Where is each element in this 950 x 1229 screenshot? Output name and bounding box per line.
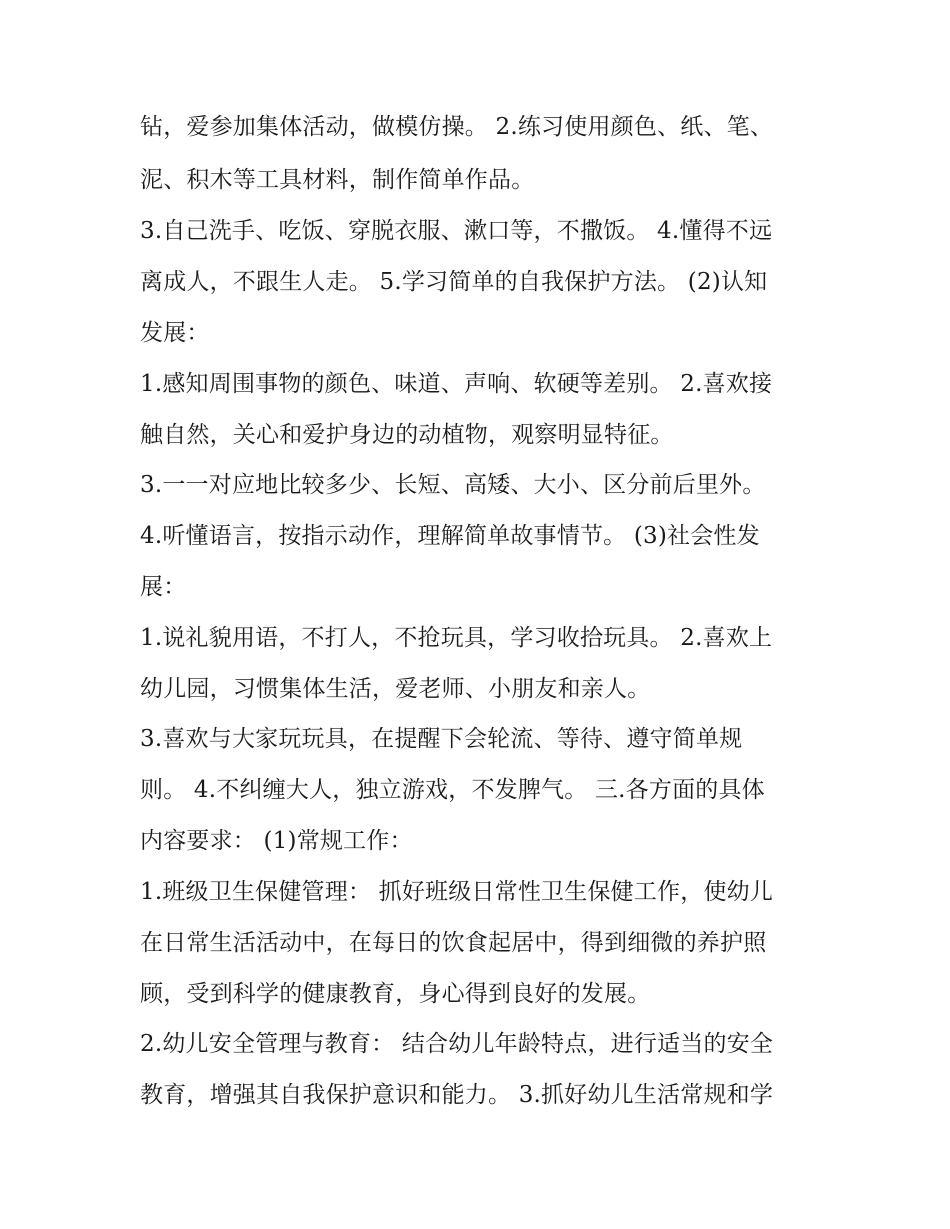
text-line: 3.喜欢与大家玩玩具，在提醒下会轮流、等待、遵守简单规 [140, 726, 743, 752]
text-line: 4.听懂语言，按指示动作，理解简单故事情节。 (3)社会性发 [140, 523, 760, 549]
text-line: 3.自己洗手、吃饭、穿脱衣服、漱口等，不撒饭。 4.懂得不远 [140, 218, 773, 244]
text-line: 1.感知周围事物的颜色、味道、声响、软硬等差别。 2.喜欢接 [140, 371, 773, 397]
text-line: 发展： [140, 320, 210, 346]
text-line: 触自然，关心和爱护身边的动植物，观察明显特征。 [140, 422, 674, 448]
text-line: 则。 4.不纠缠大人，独立游戏，不发脾气。 三.各方面的具体 [140, 777, 765, 803]
text-line: 3.一一对应地比较多少、长短、高矮、大小、区分前后里外。 [140, 472, 766, 498]
text-line: 幼儿园，习惯集体生活，爱老师、小朋友和亲人。 [140, 676, 651, 702]
text-line: 顾，受到科学的健康教育，身心得到良好的发展。 [140, 981, 651, 1007]
text-line: 教育，增强其自我保护意识和能力。 3.抓好幼儿生活常规和学 [140, 1082, 774, 1108]
text-line: 泥、积木等工具材料，制作简单作品。 [140, 167, 535, 193]
text-line: 离成人，不跟生人走。 5.学习简单的自我保护方法。 (2)认知 [140, 269, 768, 295]
text-line: 内容要求： (1)常规工作： [140, 828, 413, 854]
text-line: 展： [140, 574, 187, 600]
text-line: 1.班级卫生保健管理： 抓好班级日常性卫生保健工作，使幼儿 [140, 879, 774, 905]
text-line: 1.说礼貌用语，不打人，不抢玩具，学习收拾玩具。 2.喜欢上 [140, 625, 773, 651]
text-line: 在日常生活活动中，在每日的饮食起居中，得到细微的养护照 [140, 930, 767, 956]
text-line: 2.幼儿安全管理与教育： 结合幼儿年龄特点，进行适当的安全 [140, 1031, 774, 1057]
text-line: 钻，爱参加集体活动，做模仿操。 2.练习使用颜色、纸、笔、 [140, 114, 774, 140]
